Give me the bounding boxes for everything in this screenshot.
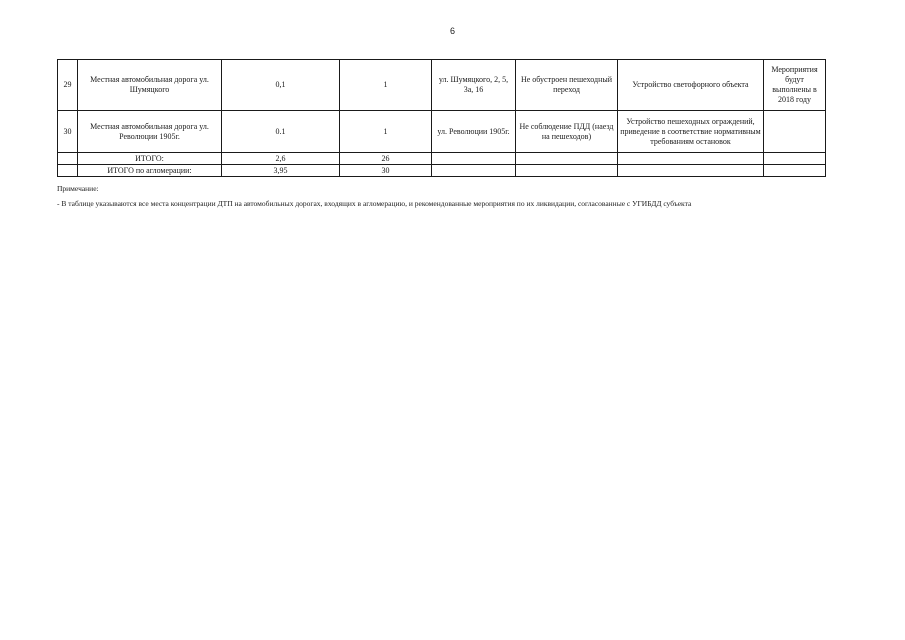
measure: Устройство пешеходных ограждений, приведение в соответствие нормативным требованиям остановок — [618, 111, 764, 153]
accident-count: 1 — [340, 60, 432, 111]
total-count: 30 — [340, 165, 432, 177]
empty-cell — [618, 165, 764, 177]
road-length: 0,1 — [222, 60, 340, 111]
page-number: 6 — [449, 26, 455, 36]
notes-title: Примечание: — [57, 184, 99, 193]
accident-count: 1 — [340, 111, 432, 153]
empty-cell — [58, 165, 78, 177]
empty-cell — [764, 165, 826, 177]
row-number: 30 — [58, 111, 78, 153]
notes-text: - В таблице указываются все места концентрации ДТП на автомобильных дорогах, входящих в агломерацию, и рекомендованные мероприятия по их ликвидации, согласованные с УГИБДД субъекта — [57, 199, 692, 209]
note-cell — [764, 111, 826, 153]
total-label: ИТОГО: — [78, 153, 222, 165]
total-length: 2,6 — [222, 153, 340, 165]
total-label: ИТОГО по агломерации: — [78, 165, 222, 177]
road-name: Местная автомобильная дорога ул. Шумяцкого — [78, 60, 222, 111]
accident-cause: Не обустроен пешеходный переход — [516, 60, 618, 111]
notes-section — [57, 184, 827, 209]
accident-cause: Не соблюдение ПДД (наезд на пешеходов) — [516, 111, 618, 153]
measure: Устройство светофорного объекта — [618, 60, 764, 111]
total-count: 26 — [340, 153, 432, 165]
table-row — [58, 60, 826, 111]
total-length: 3,95 — [222, 165, 340, 177]
road-length: 0.1 — [222, 111, 340, 153]
address: ул. Революции 1905г. — [432, 111, 516, 153]
note-cell: Мероприятия будут выполнены в 2018 году — [764, 60, 826, 111]
address: ул. Шумяцкого, 2, 5, 3а, 16 — [432, 60, 516, 111]
empty-cell — [516, 165, 618, 177]
dtp-table — [57, 59, 826, 177]
empty-cell — [516, 153, 618, 165]
total-row — [58, 153, 826, 165]
empty-cell — [58, 153, 78, 165]
empty-cell — [618, 153, 764, 165]
empty-cell — [432, 153, 516, 165]
empty-cell — [432, 165, 516, 177]
row-number: 29 — [58, 60, 78, 111]
empty-cell — [764, 153, 826, 165]
table-row — [58, 111, 826, 153]
agglomeration-total-row — [58, 165, 826, 177]
road-name: Местная автомобильная дорога ул. Революции 1905г. — [78, 111, 222, 153]
